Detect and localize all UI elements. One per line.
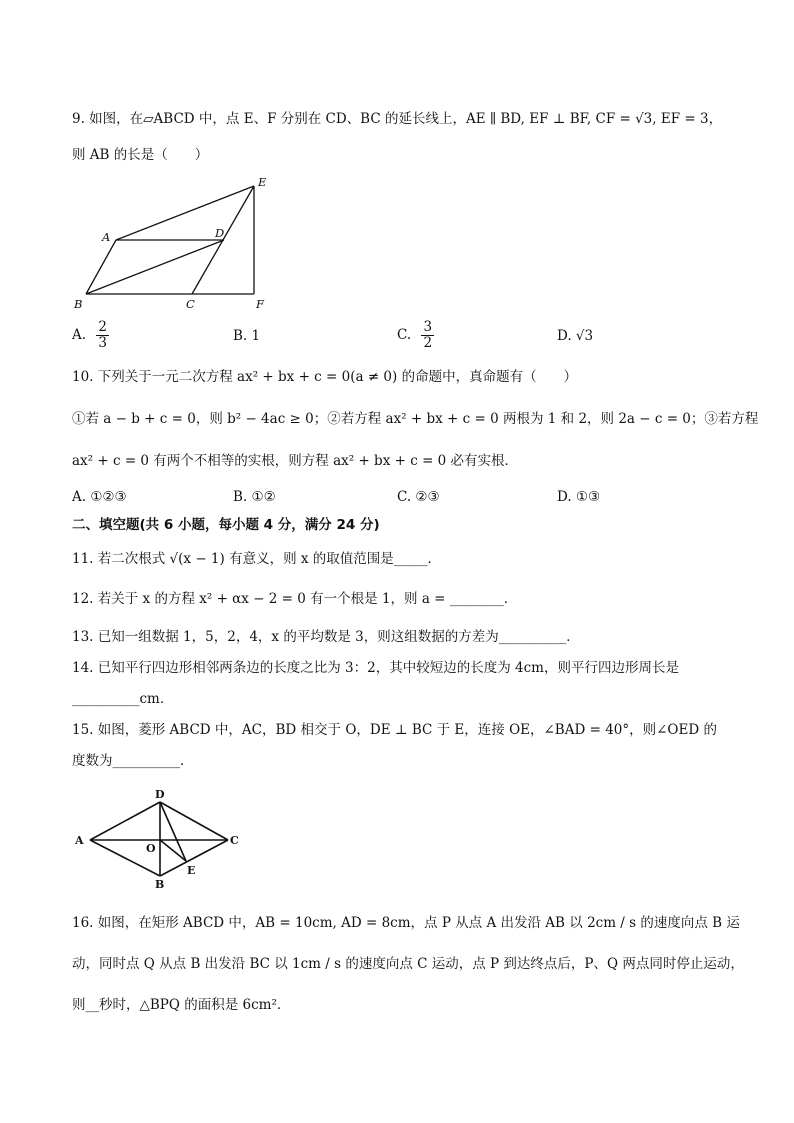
q9-label-C: C xyxy=(186,297,195,311)
q9-option-a-numerator: 2 xyxy=(98,319,107,335)
q15-label-E: E xyxy=(187,864,196,877)
q15-seg-DC xyxy=(160,802,228,840)
q10-line1: 10. 下列关于一元二次方程 ax² + bx + c = 0(a ≠ 0) 的命题中，真命题有（ ） xyxy=(72,369,578,385)
q15-label-D: D xyxy=(155,788,165,801)
q15-line2: 度数为__________． xyxy=(72,753,194,769)
q16-line1: 16. 如图，在矩形 ABCD 中，AB = 10cm, AD = 8cm，点 P 从点 A 出发沿 AB 以 2cm / s 的速度向点 B 运 xyxy=(72,915,740,931)
q10-option-d: D. ①③ xyxy=(557,489,601,505)
q14-line2: __________cm． xyxy=(72,691,174,707)
q15-label-A: A xyxy=(75,834,84,847)
q12-text: 12. 若关于 x 的方程 x² + αx − 2 = 0 有一个根是 1，则 a = ________． xyxy=(72,591,518,607)
q15-label-O: O xyxy=(146,842,156,855)
q16-line3: 则__秒时，△BPQ 的面积是 6cm²． xyxy=(72,997,291,1013)
q10-option-b: B. ①② xyxy=(233,489,276,505)
q9-option-a-denominator: 3 xyxy=(98,335,107,351)
section-heading: 二、填空题(共 6 小题，每小题 4 分，满分 24 分) xyxy=(72,517,380,533)
q15-figure xyxy=(70,784,250,894)
q15-seg-DE xyxy=(160,802,186,861)
q9-option-d: D. √3 xyxy=(557,328,594,344)
q9-option-c xyxy=(397,320,434,351)
q16-line2: 动，同时点 Q 从点 B 出发沿 BC 以 1cm / s 的速度向点 C 运动，点 P 到达终点后，P、Q 两点同时停止运动， xyxy=(72,956,744,972)
q9-figure xyxy=(68,172,278,312)
q9-option-a-letter: A. xyxy=(72,327,87,343)
q9-seg-AB xyxy=(86,240,116,294)
q9-option-a xyxy=(72,320,109,351)
q10-option-a: A. ①②③ xyxy=(72,489,127,505)
q9-label-F: F xyxy=(256,297,264,311)
q9-line1: 9. 如图，在▱ABCD 中，点 E、F 分别在 CD、BC 的延长线上，AE ∥ BD, EF ⊥ BF, CF = √3, EF = 3， xyxy=(72,111,723,127)
q10-line3: ax² + c = 0 有两个不相等的实根，则方程 ax² + bx + c = 0 必有实根． xyxy=(72,453,519,469)
q9-option-c-denominator: 2 xyxy=(423,335,433,351)
q9-option-c-numerator: 3 xyxy=(423,319,433,335)
q11-text: 11. 若二次根式 √(x − 1) 有意义，则 x 的取值范围是_____． xyxy=(72,551,442,567)
q9-option-a-fraction xyxy=(96,320,109,351)
q15-label-B: B xyxy=(155,878,165,891)
q15-seg-AD xyxy=(90,802,160,840)
q13-text: 13. 已知一组数据 1，5，2，4，x 的平均数是 3，则这组数据的方差为__________． xyxy=(72,629,580,645)
q9-label-E: E xyxy=(258,175,267,189)
q9-option-b: B. 1 xyxy=(233,328,261,344)
q9-label-B: B xyxy=(74,297,83,311)
q9-option-c-letter: C. xyxy=(397,327,412,343)
q10-option-c: C. ②③ xyxy=(397,489,440,505)
q9-seg-AE xyxy=(116,186,254,240)
q9-seg-BD xyxy=(86,240,224,294)
q9-option-c-fraction xyxy=(421,320,434,351)
q14-line1: 14. 已知平行四边形相邻两条边的长度之比为 3：2，其中较短边的长度为 4cm，则平行四边形周长是 xyxy=(72,660,679,676)
q15-line1: 15. 如图，菱形 ABCD 中，AC，BD 相交于 O，DE ⊥ BC 于 E，连接 OE，∠BAD = 40°，则∠OED 的 xyxy=(72,722,717,738)
q9-label-A: A xyxy=(102,230,111,244)
q10-line2: ①若 a − b + c = 0，则 b² − 4ac ≥ 0；②若方程 ax² + bx + c = 0 两根为 1 和 2，则 2a − c = 0；③若方程 xyxy=(72,411,759,427)
q15-label-C: C xyxy=(230,834,239,847)
q9-line2: 则 AB 的长是（ ） xyxy=(72,147,209,163)
q9-label-D: D xyxy=(215,226,225,240)
